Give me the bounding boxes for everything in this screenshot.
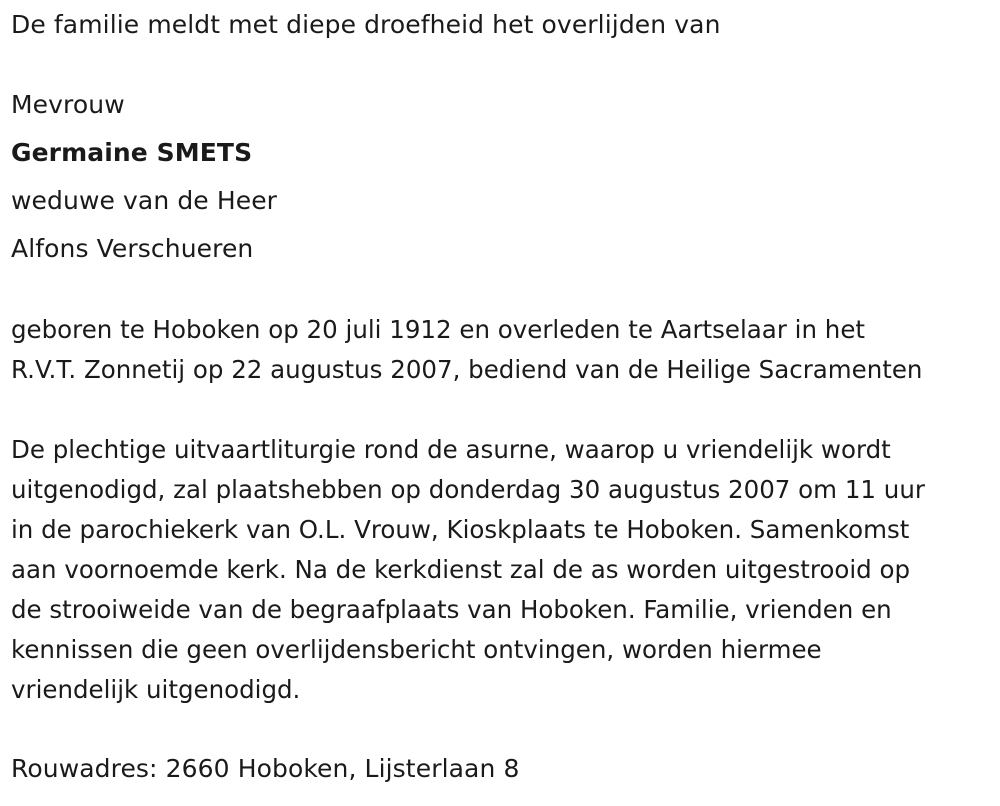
paragraph-line: De plechtige uitvaartliturgie rond de asurne, waarop u vriendelijk wordt (11, 435, 891, 464)
paragraph-line: R.V.T. Zonnetij op 22 augustus 2007, bediend van de Heilige Sacramenten (11, 355, 923, 384)
paragraph-line: in de parochiekerk van O.L. Vrouw, Kioskplaats te Hoboken. Samenkomst (11, 515, 910, 544)
birth-death-paragraph (11, 310, 993, 390)
paragraph-line: uitgenodigd, zal plaatshebben op donderdag 30 augustus 2007 om 11 uur (11, 475, 925, 504)
mourning-address: Rouwadres: 2660 Hoboken, Lijsterlaan 8 (11, 754, 520, 783)
person-name: Germaine SMETS (11, 138, 253, 167)
paragraph-line: de strooiweide van de begraafplaats van Hoboken. Familie, vrienden en (11, 595, 892, 624)
paragraph-line: kennissen die geen overlijdensbericht ontvingen, worden hiermee (11, 635, 822, 664)
paragraph-line: aan voornoemde kerk. Na de kerkdienst zal de as worden uitgestrooid op (11, 555, 911, 584)
person-relation: weduwe van de Heer (11, 186, 278, 215)
funeral-paragraph (11, 430, 993, 710)
person-title: Mevrouw (11, 90, 125, 119)
intro-text: De familie meldt met diepe droefheid het overlijden van (11, 10, 721, 39)
spouse-name: Alfons Verschueren (11, 234, 254, 263)
paragraph-line: geboren te Hoboken op 20 juli 1912 en overleden te Aartselaar in het (11, 315, 866, 344)
paragraph-line: vriendelijk uitgenodigd. (11, 675, 301, 704)
